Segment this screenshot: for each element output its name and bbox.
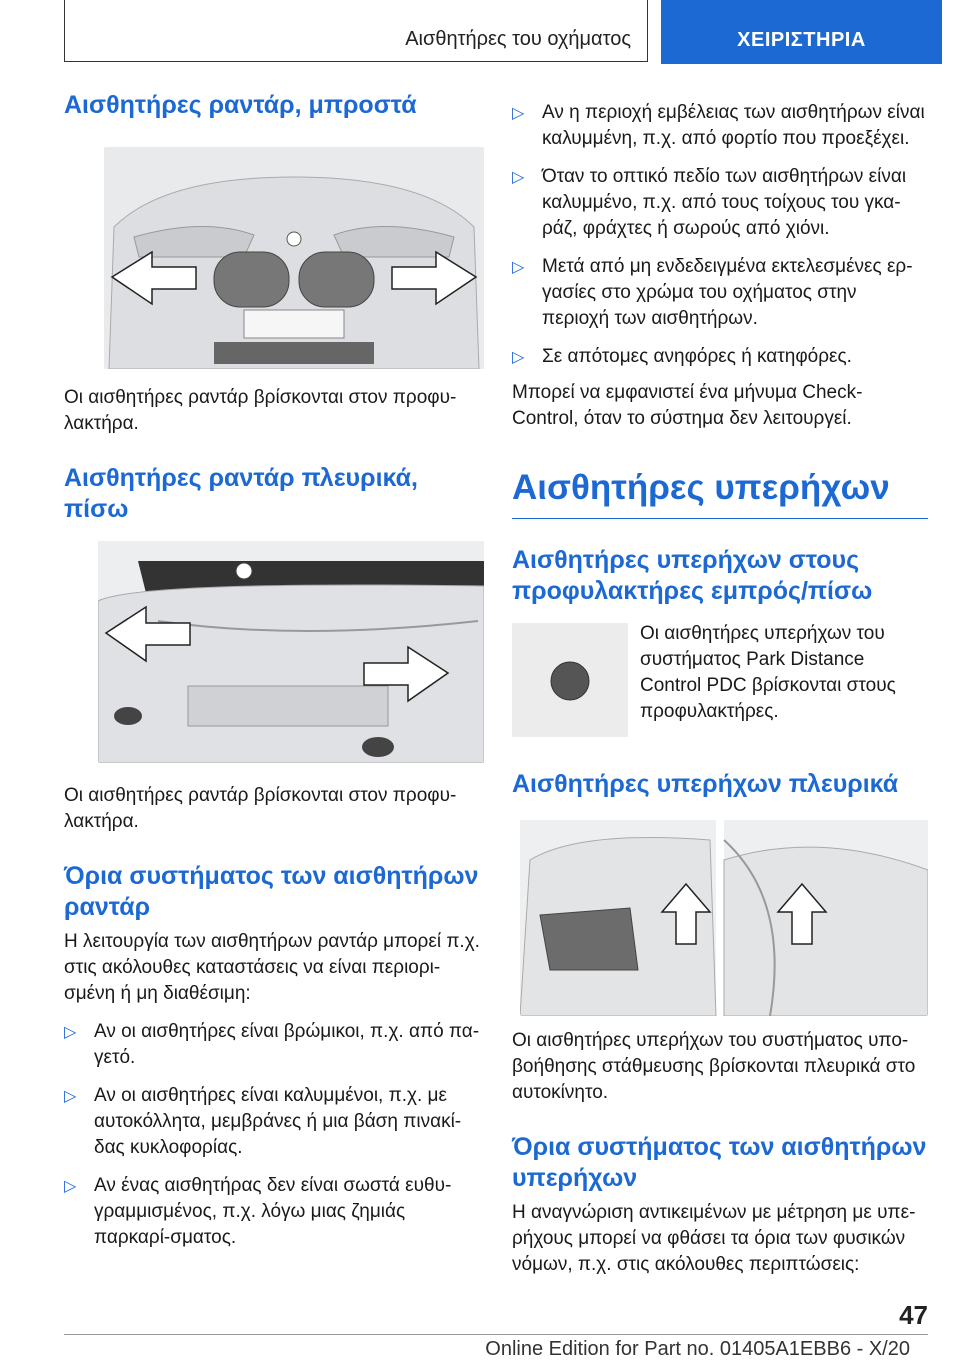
radar-limits-list	[64, 1019, 484, 1251]
text-radar-front: Οι αισθητήρες ραντάρ βρίσκονται στον προφυ-λακτήρα.	[64, 387, 457, 434]
list-item: ▷ Μετά από μη ενδεδειγμένα εκτελεσμένες ερ-γασίες στο χρώμα του οχήματος στην περιοχή των αισθητήρων.	[512, 256, 913, 329]
list-item: ▷ Αν ένας αισθητήρας δεν είναι σωστά ευθυ-γραμμισμένος, π.χ. λόγω μιας ζημιάς παρκαρί-σματος.	[64, 1175, 452, 1248]
list-item: ▷ Όταν το οπτικό πεδίο των αισθητήρων είναι καλυμμένο, π.χ. από τους τοίχους του γκα-ράζ, φράχτες ή σωρούς από χιόνι.	[512, 166, 907, 239]
header-chapter-tab[interactable]: ΧΕΙΡΙΣΤΗΡΙΑ	[661, 0, 942, 64]
heading-ultrasonic: Αισθητήρες υπερήχων	[512, 466, 928, 519]
heading-radar-side-rear: Αισθητήρες ραντάρ πλευρικά, πίσω	[64, 464, 418, 523]
figure-side-ultrasonic	[520, 820, 928, 1016]
triangle-bullet-icon: ▷	[512, 259, 525, 276]
left-column	[64, 90, 484, 1263]
footer-edition: Online Edition for Part no. 01405A1EBB6 - X/20	[485, 1338, 910, 1360]
triangle-bullet-icon: ▷	[512, 105, 525, 122]
text-radar-side-rear: Οι αισθητήρες ραντάρ βρίσκονται στον προφυ-λακτήρα.	[64, 785, 457, 832]
page-header	[64, 0, 942, 64]
figure-rear-bumper-radar	[98, 541, 484, 763]
footer-divider	[64, 1334, 928, 1335]
sensor-dot-icon	[512, 623, 628, 737]
text-ultrasonic-bumpers: Οι αισθητήρες υπερήχων του συστήματος Park Distance Control PDC βρίσκονται στους προφυλακτήρες.	[640, 623, 896, 722]
heading-ultrasonic-bumpers: Αισθητήρες υπερήχων στους προφυλακτήρες εμπρός/πίσω	[512, 546, 873, 605]
triangle-bullet-icon: ▷	[64, 1024, 77, 1041]
text-check-control: Μπορεί να εμφανιστεί ένα μήνυμα Check-Control, όταν το σύστημα δεν λειτουργεί.	[512, 382, 863, 429]
figure-ultrasonic-sensor	[512, 623, 628, 737]
heading-ultrasonic-limits: Όρια συστήματος των αισθητήρων υπερήχων	[512, 1133, 927, 1192]
text-radar-limits: Η λειτουργία των αισθητήρων ραντάρ μπορεί π.χ. στις ακόλουθες καταστάσεις να είναι περιορι-σμένη ή μη διαθέσιμη:	[64, 931, 480, 1004]
figure-front-bumper-radar	[104, 147, 484, 369]
triangle-bullet-icon: ▷	[64, 1178, 77, 1195]
page-number: 47	[899, 1300, 928, 1330]
triangle-bullet-icon: ▷	[64, 1088, 77, 1105]
list-item: ▷ Αν οι αισθητήρες είναι βρώμικοι, π.χ. από πα-γετό.	[64, 1021, 480, 1068]
text-ultrasonic-side: Οι αισθητήρες υπερήχων του συστήματος υπο-βοήθησης στάθμευσης βρίσκονται πλευρικά στο αυτοκίνητο.	[512, 1030, 916, 1103]
heading-ultrasonic-side: Αισθητήρες υπερήχων πλευρικά	[512, 770, 899, 798]
header-section-title: Αισθητήρες του οχήματος	[405, 28, 631, 50]
triangle-bullet-icon: ▷	[512, 169, 525, 186]
heading-radar-front: Αισθητήρες ραντάρ, μπροστά	[64, 91, 417, 119]
right-column	[512, 100, 928, 1278]
list-item: ▷ Σε απότομες ανηφόρες ή κατηφόρες.	[512, 344, 928, 370]
rear-car-illustration	[98, 541, 484, 763]
side-car-illustration	[520, 820, 928, 1016]
header-section-box	[64, 0, 648, 62]
front-car-illustration	[104, 147, 484, 369]
radar-limits-list-continued	[512, 100, 928, 370]
bumper-sensor-block	[512, 621, 928, 737]
triangle-bullet-icon: ▷	[512, 349, 525, 366]
text-ultrasonic-limits: Η αναγνώριση αντικειμένων με μέτρηση με υπε-ρήχους μπορεί να φθάσει τα όρια των φυσικών νόμων, π.χ. στις ακόλουθες περιπτώσεις:	[512, 1202, 916, 1275]
list-item: ▷ Αν οι αισθητήρες είναι καλυμμένοι, π.χ. με αυτοκόλλητα, μεμβράνες ή μια βάση πινακί-δας κυκλοφορίας.	[64, 1085, 462, 1158]
heading-radar-limits: Όρια συστήματος των αισθητήρων ραντάρ	[64, 862, 479, 921]
list-item: ▷ Αν η περιοχή εμβέλειας των αισθητήρων είναι καλυμμένη, π.χ. από φορτίο που προεξέχει.	[512, 102, 925, 149]
